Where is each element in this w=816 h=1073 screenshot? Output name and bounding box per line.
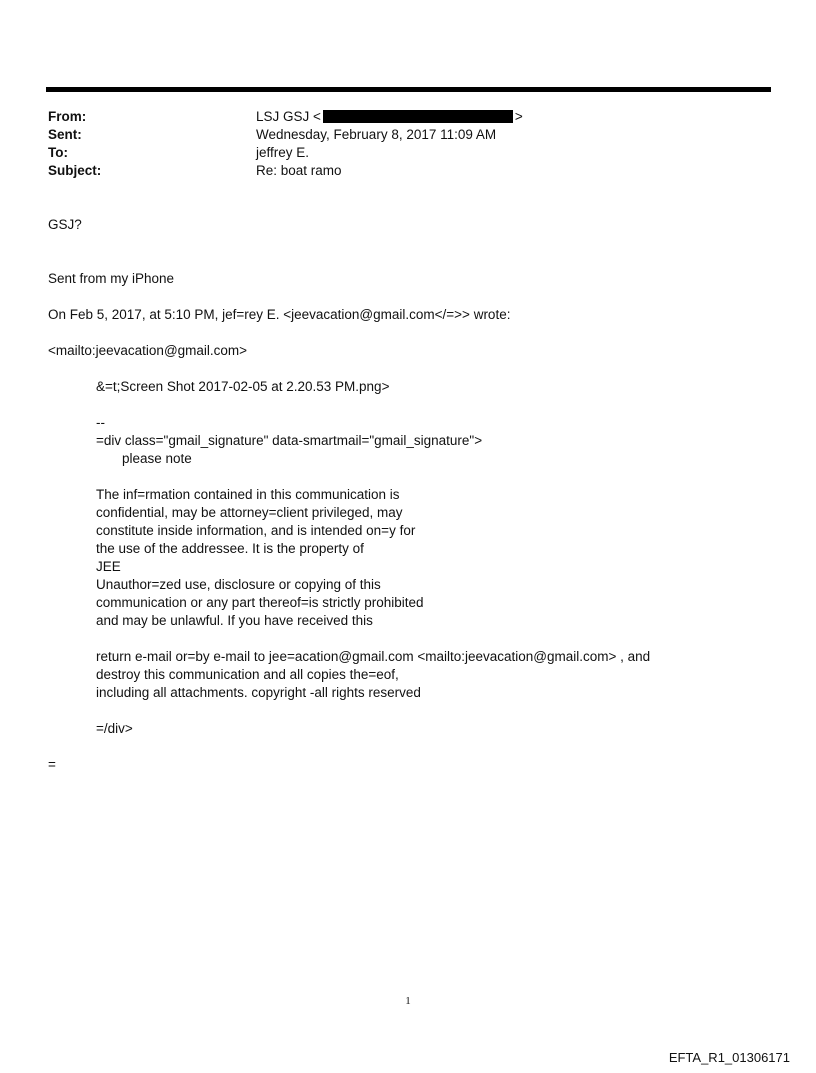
return-line: including all attachments. copyright -all rights reserved <box>96 685 421 700</box>
disclaimer-line: and may be unlawful. If you have received this <box>96 613 373 628</box>
sent-row <box>48 126 748 144</box>
trailing-equals: = <box>48 757 56 772</box>
sent-from-line: Sent from my iPhone <box>48 271 175 286</box>
page-number: 1 <box>405 995 411 1007</box>
disclaimer-line: the use of the addressee. It is the property of <box>96 541 364 556</box>
to-row <box>48 144 748 162</box>
mailto-line: <mailto:jeevacation@gmail.com> <box>48 343 248 358</box>
header-rule <box>46 87 771 92</box>
from-label: From: <box>48 109 87 124</box>
redaction-block <box>323 110 513 123</box>
document-id: EFTA_R1_01306171 <box>668 1050 790 1065</box>
to-label: To: <box>48 145 68 160</box>
disclaimer-line: Unauthor=zed use, disclosure or copying of this <box>96 577 381 592</box>
from-value <box>256 108 523 126</box>
disclaimer-line: confidential, may be attorney=client privileged, may <box>96 505 403 520</box>
from-row <box>48 108 748 126</box>
disclaimer-line: communication or any part thereof=is strictly prohibited <box>96 595 424 610</box>
subject-value: Re: boat ramo <box>256 163 342 178</box>
subject-label: Subject: <box>48 163 102 178</box>
disclaimer-line: constitute inside information, and is intended on=y for <box>96 523 416 538</box>
subject-row <box>48 162 748 180</box>
quote-intro: On Feb 5, 2017, at 5:10 PM, jef=rey E. <jeevacation@gmail.com</=>> wrote: <box>48 307 511 322</box>
signature-div-close: =/div> <box>96 721 133 736</box>
sent-label: Sent: <box>48 127 82 142</box>
from-name: LSJ GSJ < <box>256 109 321 124</box>
to-value: jeffrey E. <box>256 145 310 160</box>
sent-value: Wednesday, February 8, 2017 11:09 AM <box>256 127 497 142</box>
return-line: destroy this communication and all copies the=eof, <box>96 667 399 682</box>
please-note: please note <box>122 451 192 466</box>
signature-div-open: =div class="gmail_signature" data-smartmail="gmail_signature"> <box>96 433 483 448</box>
signature-dashes: -- <box>96 415 105 430</box>
return-line: return e-mail or=by e-mail to jee=acation@gmail.com <mailto:jeevacation@gmail.com> , and <box>96 649 651 664</box>
reply-text: GSJ? <box>48 217 82 232</box>
disclaimer-line: JEE <box>96 559 121 574</box>
attachment-line: &=t;Screen Shot 2017-02-05 at 2.20.53 PM.png> <box>96 379 390 394</box>
from-bracket-close: > <box>514 109 523 124</box>
disclaimer-line: The inf=rmation contained in this communication is <box>96 487 400 502</box>
